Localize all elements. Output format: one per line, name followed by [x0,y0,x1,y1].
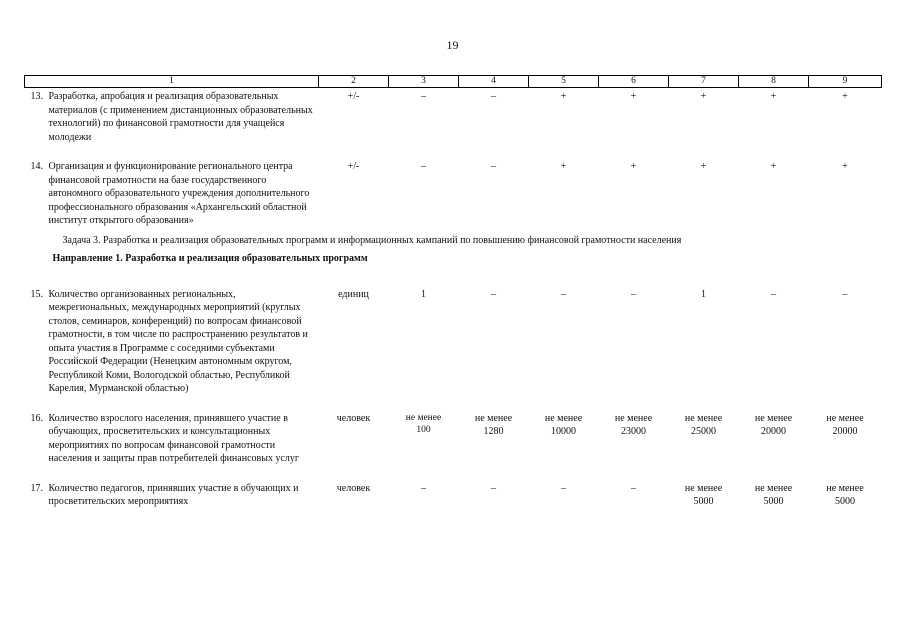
cell-value: – [491,161,496,172]
task-row [25,228,882,250]
cell-value: – [842,288,848,300]
header-col-1: 1 [25,76,319,88]
cell-value: не менее 23000 [614,412,653,437]
cell-value: – [421,482,426,494]
header-col-8: 8 [739,76,809,88]
cell-value: не менее 10000 [544,412,583,437]
cell-value: + [700,91,707,102]
cell-value: не менее 5000 [826,482,864,507]
row-number: 13. [30,91,43,102]
row-gap [25,144,882,158]
table-row [25,480,882,509]
cell-value: – [421,91,426,102]
cell-value: человек [336,412,371,424]
cell-value: + [770,91,777,102]
cell-value: не менее 20000 [754,412,793,437]
cell-value: + [560,161,567,172]
cell-value: 1 [421,288,426,300]
direction-heading: Направление 1. Разработка и реализация образовательных программ [52,252,368,264]
header-col-5: 5 [529,76,599,88]
cell-value: – [491,288,496,300]
cell-value: – [631,482,636,494]
cell-value: человек [336,482,371,494]
indicators-table [24,75,882,509]
header-col-2: 2 [319,76,389,88]
row-gap [25,272,882,286]
cell-value: не менее 100 [405,412,442,435]
row-number: 17. [30,482,43,494]
table-row [25,158,882,228]
table-row [25,88,882,145]
cell-value: + [700,161,707,172]
table-row [25,410,882,466]
row-number: 14. [30,161,43,172]
cell-value: не менее 5000 [754,482,793,507]
row-description: Количество взрослого населения, принявшего участие в обучающих, просветительских и консультационных мероприятиях по вопросам финансовой грамотности населения и защиты прав потребителей финансовых услуг [48,412,299,464]
cell-value: + [560,91,567,102]
cell-value: + [842,161,848,172]
header-col-7: 7 [669,76,739,88]
cell-value: не менее 20000 [826,412,864,437]
cell-value: + [770,161,777,172]
cell-value: + [842,91,848,102]
row-number: 16. [30,412,43,424]
header-row [25,76,882,88]
cell-value: не менее 1280 [474,412,513,437]
header-col-9: 9 [809,76,882,88]
row-number: 15. [30,288,43,300]
cell-value: 1 [701,288,706,300]
row-description: Количество педагогов, принявших участие в обучающих и просветительских мероприятиях [48,482,299,507]
header-col-3: 3 [389,76,459,88]
row-description: Разработка, апробация и реализация образовательных материалов (с применением дистанционных образовательных технологий) по финансовой грамотности для учащейся молодежи [48,91,313,143]
cell-value: не менее 25000 [684,412,723,437]
cell-value: +/- [347,161,360,172]
page-number: 19 [446,38,459,52]
row-description: Организация и функционирование регионального центра финансовой грамотности на базе государственного автономного образовательного учреждения дополнительного профессионального образования «Архангельский областной институт открытого образования» [48,161,310,226]
cell-value: – [561,482,566,494]
cell-value: – [421,161,426,172]
cell-value: – [491,482,496,494]
cell-value: – [491,91,496,102]
cell-value: + [630,161,637,172]
direction-row [25,250,882,272]
cell-value: единиц [338,288,369,300]
header-col-6: 6 [599,76,669,88]
cell-value: не менее 5000 [684,482,723,507]
cell-value: + [630,91,637,102]
cell-value: – [631,288,636,300]
row-gap [25,466,882,480]
header-col-4: 4 [459,76,529,88]
cell-value: +/- [347,91,360,102]
row-gap [25,396,882,410]
table-row [25,286,882,396]
row-description: Количество организованных региональных, межрегиональных, международных мероприятий (круглых столов, семинаров, конференций) по вопросам финансовой грамотности, в том числе по распространению результатов и опыта участия в Программе с соседними субъектами Российской Федерации (Ненецким автономным округом, Республикой Коми, Вологодской областью, Республикой Карелия, Мурманской областью) [48,288,308,394]
cell-value: – [561,288,566,300]
task-heading: Задача 3. Разработка и реализация образовательных программ и информационных кампаний по повышению финансовой грамотности населения [62,234,682,246]
cell-value: – [771,288,776,300]
